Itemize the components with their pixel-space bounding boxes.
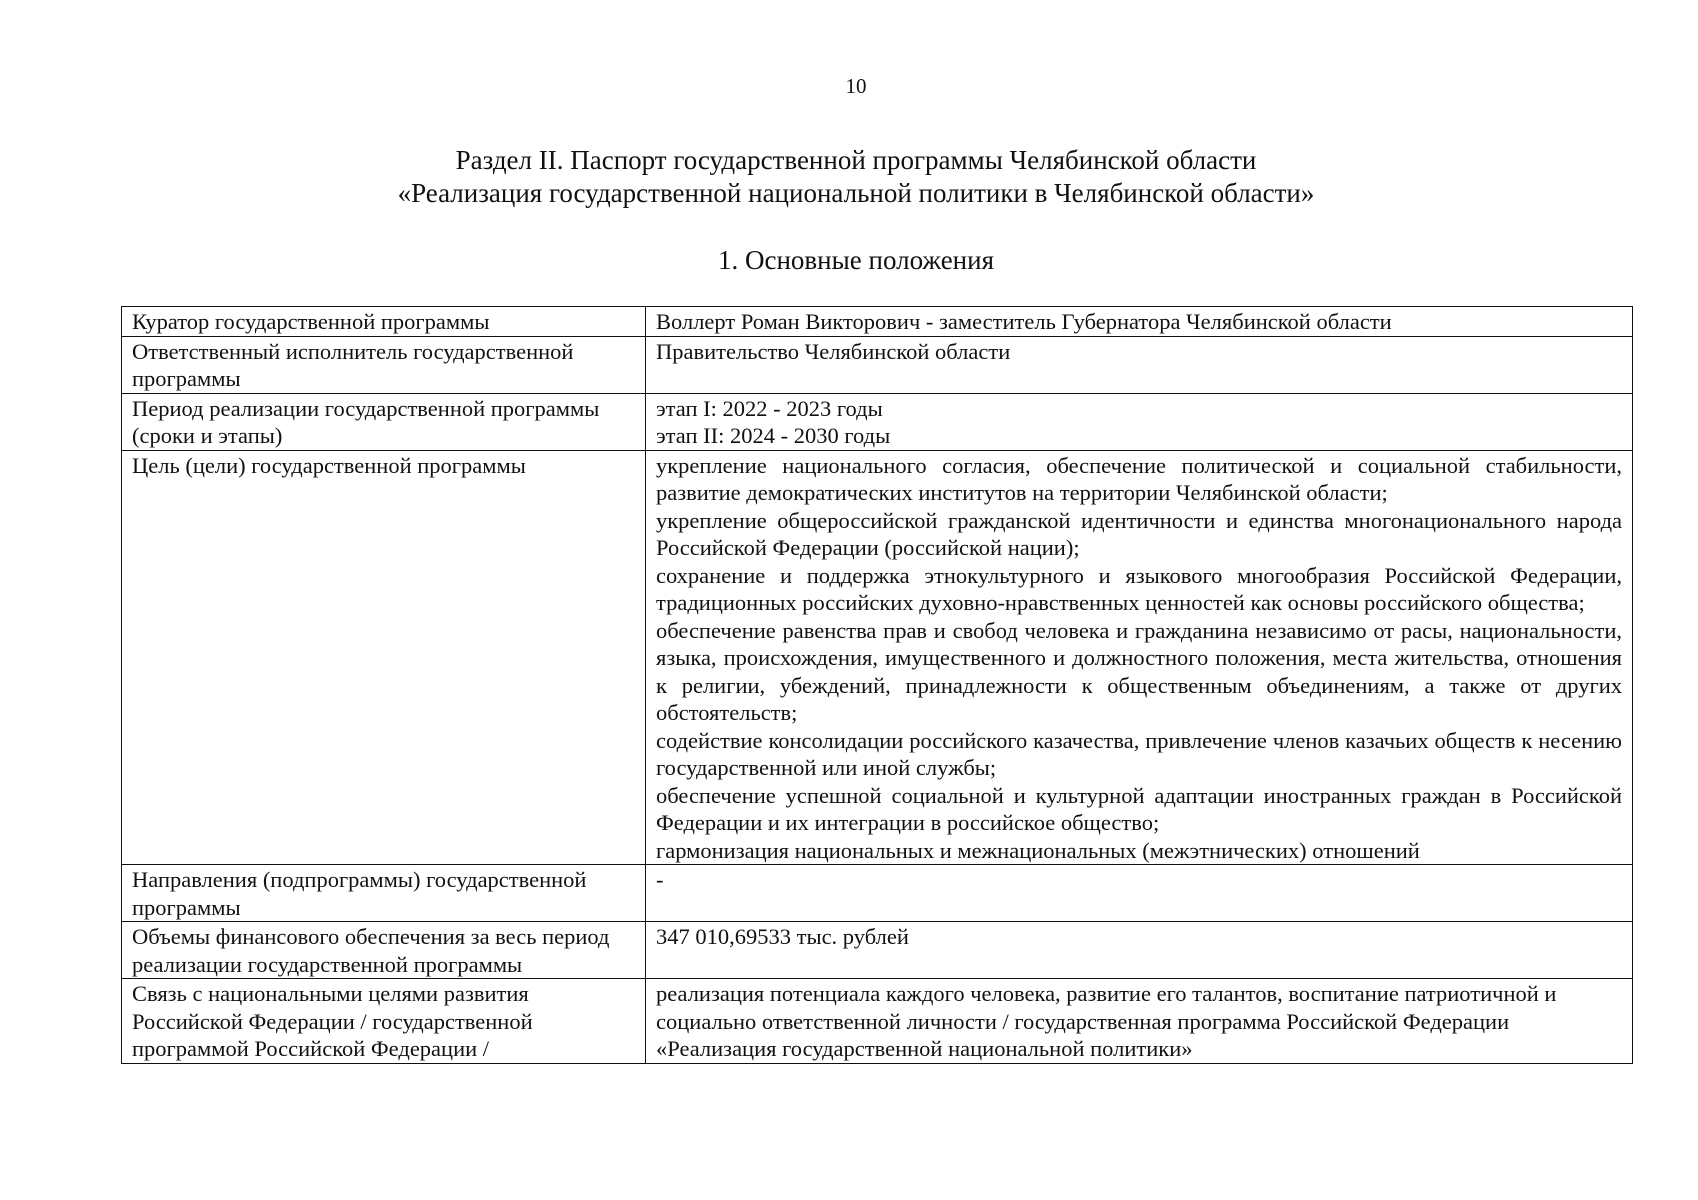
label-national-goals: Связь с национальными целями развития Российской Федерации / государственной программой Российской Федерации / [122, 979, 646, 1064]
label-executor: Ответственный исполнитель государственной программы [122, 336, 646, 393]
value-goals [646, 450, 1633, 865]
program-passport-table [121, 306, 1633, 1064]
label-directions: Направления (подпрограммы) государственной программы [122, 865, 646, 922]
value-curator: Воллерт Роман Викторович - заместитель Губернатора Челябинской области [646, 307, 1633, 337]
label-period: Период реализации государственной программы (сроки и этапы) [122, 393, 646, 450]
value-national-goals: реализация потенциала каждого человека, развитие его талантов, воспитание патриотичной и социально ответственной личности / государственная программа Российской Федерации «Реализация государственной национальной политики» [646, 979, 1633, 1064]
period-stage-1: этап I: 2022 - 2023 годы [656, 395, 883, 421]
goal-item: содействие консолидации российского казачества, привлечение членов казачьих обществ к несению государственной или иной службы; [656, 727, 1622, 780]
value-directions: - [646, 865, 1633, 922]
section-title-line-1: Раздел II. Паспорт государственной программы Челябинской области [455, 145, 1257, 175]
table-row-national-goals [122, 979, 1633, 1064]
goal-item: обеспечение успешной социальной и культурной адаптации иностранных граждан в Российской Федерации и их интеграции в российское общество; [656, 782, 1622, 835]
value-period [646, 393, 1633, 450]
goal-item: сохранение и поддержка этнокультурного и языкового многообразия Российской Федерации, традиционных российских духовно-нравственных ценностей как основы российского общества; [656, 562, 1622, 615]
label-curator: Куратор государственной программы [122, 307, 646, 337]
table-row-curator [122, 307, 1633, 337]
goal-item: укрепление национального согласия, обеспечение политической и социальной стабильности, развитие демократических институтов на территории Челябинской области; [656, 452, 1622, 505]
subsection-title: 1. Основные положения [718, 245, 994, 275]
goal-item: гармонизация национальных и межнациональных (межэтнических) отношений [656, 837, 1420, 863]
table-row-executor [122, 336, 1633, 393]
period-stage-2: этап II: 2024 - 2030 годы [656, 423, 891, 448]
label-goals: Цель (цели) государственной программы [122, 450, 646, 865]
table-row-period [122, 393, 1633, 450]
table-row-goals [122, 450, 1633, 865]
section-title-line-2: «Реализация государственной национальной политики в Челябинской области» [397, 178, 1315, 208]
goal-item: укрепление общероссийской гражданской идентичности и единства многонационального народа Российской Федерации (российской нации); [656, 507, 1622, 560]
table-row-directions [122, 865, 1633, 922]
goal-item: обеспечение равенства прав и свобод человека и гражданина независимо от расы, национальности, языка, происхождения, имущественного и должностного положения, места жительства, отношения к религии, убеждений, принадлежности к общественным объединениям, а также от других обстоятельств; [656, 617, 1622, 725]
section-title [0, 144, 1698, 210]
label-funding: Объемы финансового обеспечения за весь период реализации государственной программы [122, 922, 646, 979]
value-funding: 347 010,69533 тыс. рублей [646, 922, 1633, 979]
table-row-funding [122, 922, 1633, 979]
page-number: 10 [845, 74, 867, 98]
value-executor: Правительство Челябинской области [646, 336, 1633, 393]
